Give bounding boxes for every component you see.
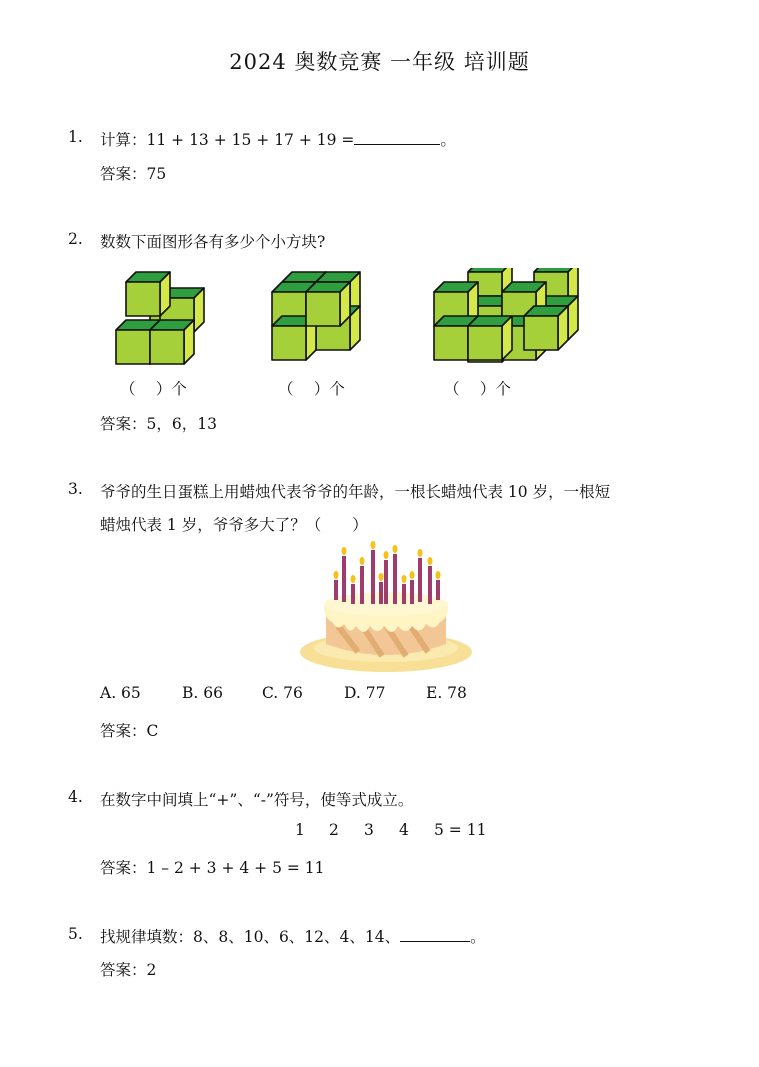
q3-choice-c: C. 76 bbox=[262, 684, 303, 702]
q2-blank-b: （ ）个 bbox=[278, 380, 345, 398]
q2-answer: 答案：5，6，13 bbox=[100, 415, 217, 433]
q1-prompt-text: 计算：11 + 13 + 15 + 17 + 19 = bbox=[100, 131, 355, 149]
q4-prompt: 在数字中间填上“+”、“-”符号，使等式成立。 bbox=[100, 791, 414, 809]
q1-prompt-end: 。 bbox=[440, 131, 456, 149]
cube-figure-b bbox=[272, 272, 360, 360]
q5-answer-blank bbox=[400, 927, 470, 942]
q3-choice-e: E. 78 bbox=[426, 684, 467, 702]
q5-number: 5. bbox=[68, 925, 83, 943]
q4-number-item: 4 bbox=[399, 821, 409, 839]
cube-figure-a bbox=[116, 272, 204, 364]
q4-number-item: 3 bbox=[364, 821, 374, 839]
q4-number: 4. bbox=[68, 788, 83, 806]
q2-prompt: 数数下面图形各有多少个小方块? bbox=[100, 233, 326, 251]
q2-blank-c: （ ）个 bbox=[444, 380, 511, 398]
q1-answer: 答案：75 bbox=[100, 165, 167, 183]
q5-prompt-text: 找规律填数：8、8、10、6、12、4、14、 bbox=[100, 928, 401, 946]
q5-answer: 答案：2 bbox=[100, 961, 157, 979]
q3-prompt-line1: 爷爷的生日蛋糕上用蜡烛代表爷爷的年龄，一根长蜡烛代表 10 岁，一根短 bbox=[100, 483, 611, 501]
q3-answer: 答案：C bbox=[100, 722, 159, 740]
q2-blank-a: （ ）个 bbox=[120, 380, 187, 398]
q3-number: 3. bbox=[68, 480, 83, 498]
page-title: 2024 奥数竞赛 一年级 培训题 bbox=[229, 50, 530, 74]
q3-choice-a: A. 65 bbox=[100, 684, 141, 702]
q3-choice-d: D. 77 bbox=[344, 684, 386, 702]
q1-number: 1. bbox=[68, 128, 83, 146]
q1-answer-blank bbox=[354, 130, 440, 145]
birthday-cake-image bbox=[298, 540, 474, 676]
q4-answer: 答案：1 – 2 + 3 + 4 + 5 = 11 bbox=[100, 859, 325, 877]
q4-number-item: 5 = 11 bbox=[434, 821, 487, 839]
cube-figures bbox=[110, 268, 580, 368]
q5-prompt bbox=[100, 925, 486, 947]
q5-prompt-end: 。 bbox=[470, 928, 486, 946]
q3-prompt-line2: 蜡烛代表 1 岁，爷爷多大了？（ ） bbox=[100, 516, 368, 534]
q4-number-item: 2 bbox=[329, 821, 339, 839]
q4-number-item: 1 bbox=[295, 821, 305, 839]
q2-number: 2. bbox=[68, 230, 83, 248]
cube-figure-c bbox=[434, 268, 578, 362]
q1-prompt bbox=[100, 128, 456, 150]
q3-choice-b: B. 66 bbox=[182, 684, 223, 702]
